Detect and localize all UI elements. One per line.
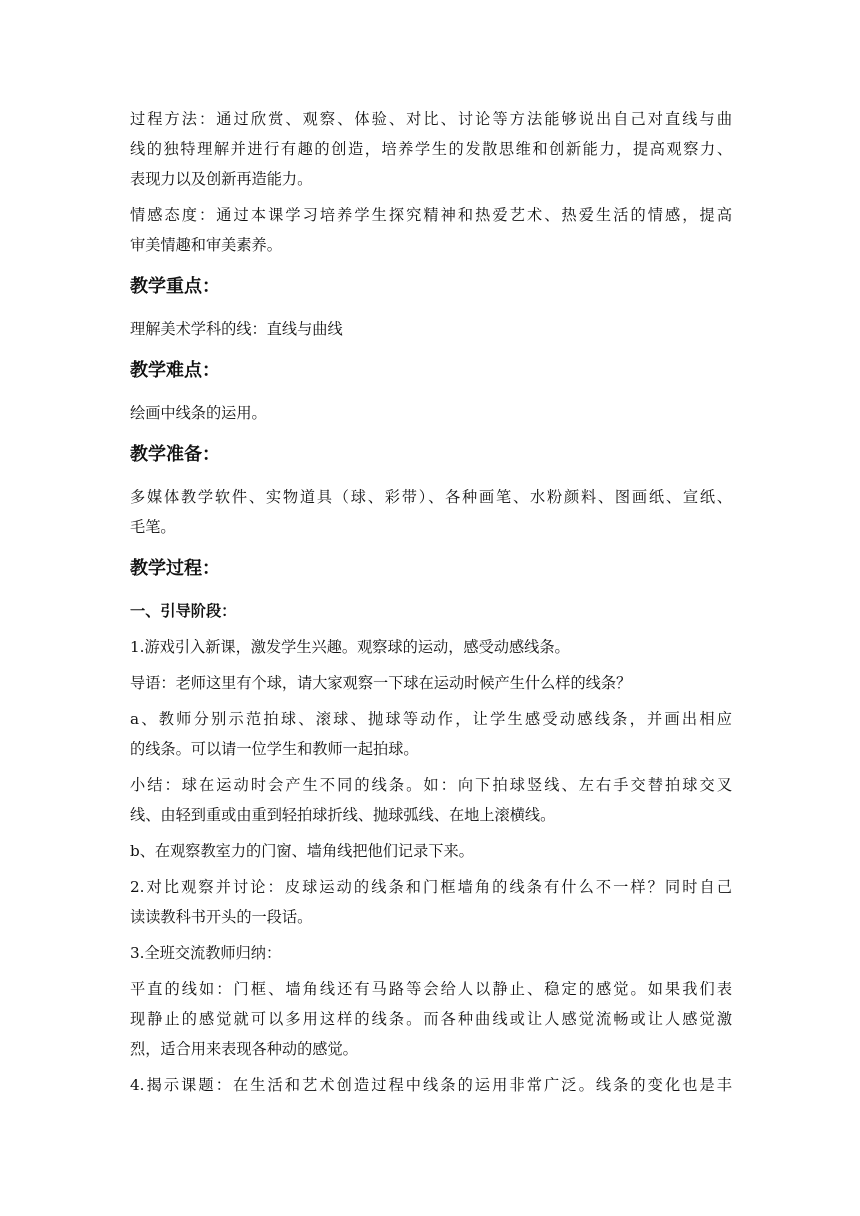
item-4 bbox=[130, 1070, 732, 1100]
process-method-paragraph bbox=[130, 104, 732, 194]
difficulty-text bbox=[130, 398, 732, 428]
text-line: 理解美术学科的线：直线与曲线 bbox=[130, 320, 343, 338]
item-2 bbox=[130, 872, 732, 932]
text-line: 毛笔。 bbox=[130, 518, 176, 536]
text-line: 情感态度：通过本课学习培养学生探究精神和热爱艺术、热爱生活的情感，提高 bbox=[130, 206, 732, 224]
preparation-heading: 教学准备： bbox=[130, 444, 220, 465]
process-heading: 教学过程： bbox=[130, 558, 220, 579]
difficulty-heading: 教学难点： bbox=[130, 360, 220, 381]
key-point-text bbox=[130, 314, 732, 344]
text-line: 平直的线如：门框、墙角线还有马路等会给人以静止、稳定的感觉。如果我们表 bbox=[130, 980, 732, 998]
text-line: a、教师分别示范拍球、滚球、抛球等动作，让学生感受动感线条，并画出相应 bbox=[130, 710, 732, 728]
summary bbox=[130, 770, 732, 830]
text-line: 过程方法：通过欣赏、观察、体验、对比、讨论等方法能够说出自己对直线与曲 bbox=[130, 110, 732, 128]
stage-one-heading: 一、引导阶段： bbox=[130, 602, 237, 620]
text-line: 线、由轻到重或由重到轻拍球折线、抛球弧线、在地上滚横线。 bbox=[130, 806, 556, 824]
document-page bbox=[130, 104, 732, 1106]
text-line: 多媒体教学软件、实物道具（球、彩带）、各种画笔、水粉颜料、图画纸、宣纸、 bbox=[130, 488, 732, 506]
text-line: 烈，适合用来表现各种动的感觉。 bbox=[130, 1040, 358, 1058]
item-3 bbox=[130, 938, 732, 968]
key-point-heading: 教学重点： bbox=[130, 276, 220, 297]
text-line: 绘画中线条的运用。 bbox=[130, 404, 267, 422]
item-1 bbox=[130, 632, 732, 662]
text-line: 小结：球在运动时会产生不同的线条。如：向下拍球竖线、左右手交替拍球交叉 bbox=[130, 776, 732, 794]
item-b bbox=[130, 836, 732, 866]
text-line: 4.揭示课题：在生活和艺术创造过程中线条的运用非常广泛。线条的变化也是丰 bbox=[130, 1076, 732, 1094]
text-line: 3.全班交流教师归纳： bbox=[130, 944, 282, 962]
straight-lines-paragraph bbox=[130, 974, 732, 1064]
text-line: 2.对比观察并讨论：皮球运动的线条和门框墙角的线条有什么不一样？同时自己 bbox=[130, 878, 732, 896]
text-line: 线的独特理解并进行有趣的创造，培养学生的发散思维和创新能力，提高观察力、 bbox=[130, 140, 732, 158]
preparation-text bbox=[130, 482, 732, 542]
text-line: 的线条。可以请一位学生和教师一起拍球。 bbox=[130, 740, 419, 758]
item-a bbox=[130, 704, 732, 764]
guide-text bbox=[130, 668, 732, 698]
text-line: b、在观察教室力的门窗、墙角线把他们记录下来。 bbox=[130, 842, 474, 860]
text-line: 导语：老师这里有个球，请大家观察一下球在运动时候产生什么样的线条？ bbox=[130, 674, 632, 692]
emotion-attitude-paragraph bbox=[130, 200, 732, 260]
text-line: 1.游戏引入新课，激发学生兴趣。观察球的运动，感受动感线条。 bbox=[130, 638, 570, 656]
text-line: 表现力以及创新再造能力。 bbox=[130, 170, 313, 188]
text-line: 审美情趣和审美素养。 bbox=[130, 236, 282, 254]
text-line: 读读教科书开头的一段话。 bbox=[130, 908, 313, 926]
text-line: 现静止的感觉就可以多用这样的线条。而各种曲线或让人感觉流畅或让人感觉激 bbox=[130, 1010, 732, 1028]
